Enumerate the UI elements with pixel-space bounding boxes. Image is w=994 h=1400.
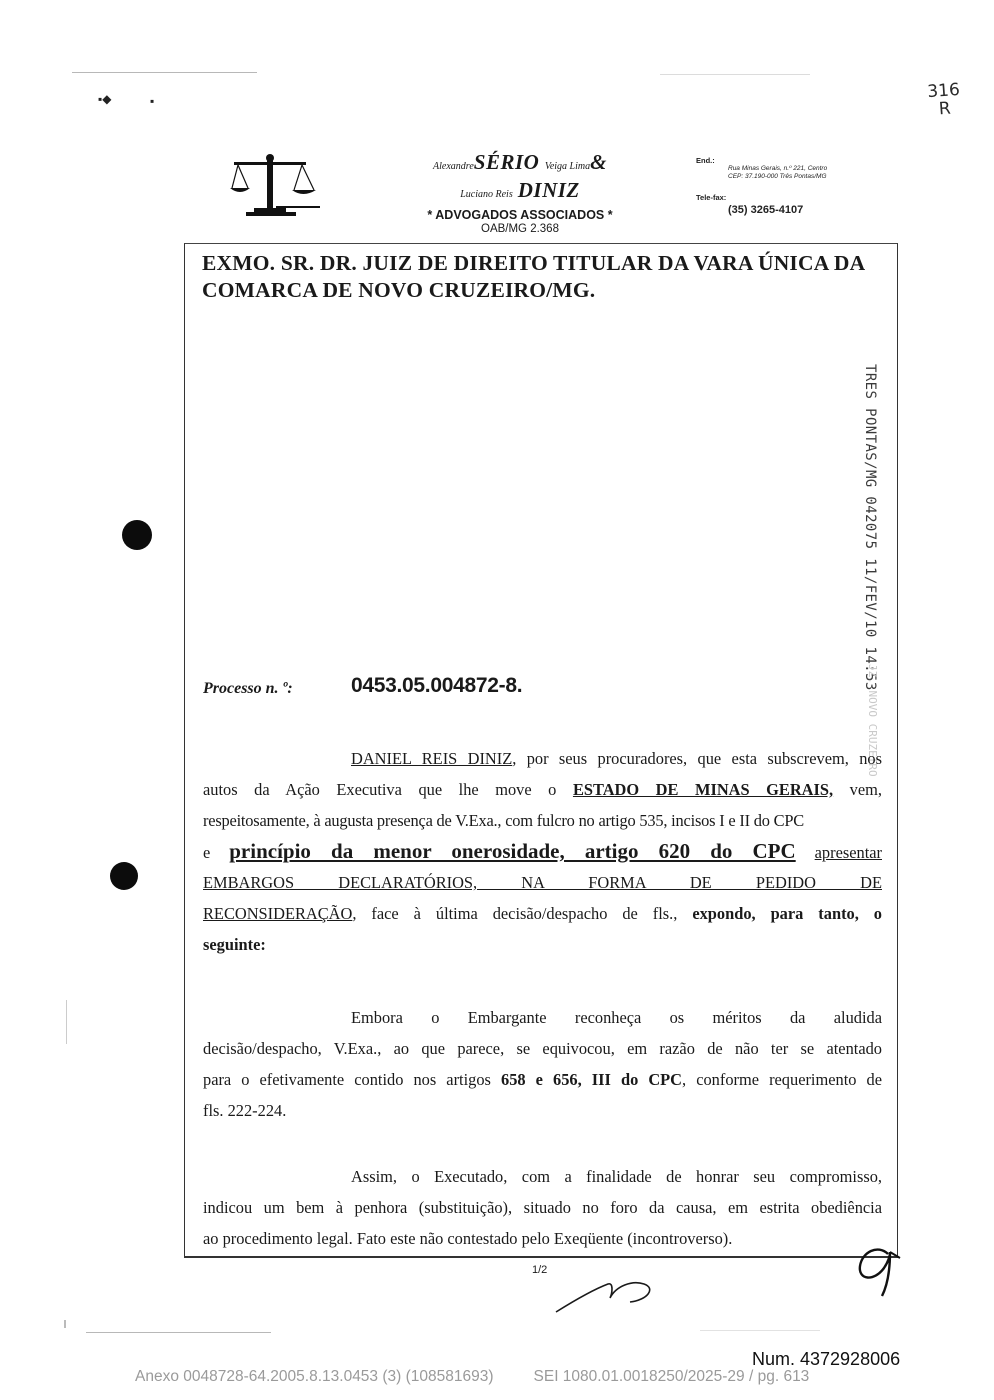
paragraph-facts xyxy=(203,1161,882,1254)
party-name: DANIEL REIS DINIZ xyxy=(351,749,513,768)
paragraph-argument xyxy=(203,1002,882,1126)
scan-speck: ▪◆ xyxy=(98,92,112,106)
partner2-firstname: Luciano Reis xyxy=(460,189,513,200)
paragraph-intro xyxy=(203,743,882,960)
scan-margin-mark xyxy=(66,1000,67,1044)
protocol-stamp-faded: JZ. NOVO CRUZEIRO xyxy=(866,664,879,777)
address-label: End.: xyxy=(696,156,715,165)
p3-line2: indicou um bem à penhora (substituição), situado no foro da causa, em estrita obediência xyxy=(203,1198,882,1217)
rubric-signature xyxy=(552,1272,662,1317)
partner2-surname: DINIZ xyxy=(517,178,580,202)
address-line2: CEP: 37.190-000 Três Pontas/MG xyxy=(728,173,827,180)
telefax-label: Tele-fax: xyxy=(696,193,727,202)
p1-line4-c: apresentar xyxy=(814,843,882,862)
scan-speck: ▪ xyxy=(150,94,155,108)
p2-line1: Embora o Embargante reconheça os méritos da aludida xyxy=(351,1008,882,1027)
firm-name: * ADVOGADOS ASSOCIADOS * xyxy=(427,208,613,222)
partner1-firstname: Alexandre xyxy=(433,161,474,172)
scan-margin-mark xyxy=(64,1320,66,1328)
scan-top-rule-faint xyxy=(660,74,810,75)
p2-line3-c: , conforme requerimento de xyxy=(682,1070,882,1089)
reconsideration: RECONSIDERAÇÃO xyxy=(203,904,353,923)
p2-line3-a: para o efetivamente contido nos artigos xyxy=(203,1070,491,1089)
page-number: 1/2 xyxy=(532,1264,548,1276)
phone-number: (35) 3265-4107 xyxy=(728,204,804,216)
p1-line4-a: e xyxy=(203,843,211,862)
folio-number-suffix: R xyxy=(938,98,952,120)
letterhead-address xyxy=(696,156,827,216)
p1-line2-c: vem, xyxy=(849,780,882,799)
p1-line6-b: , face à última decisão/despacho de fls., xyxy=(352,904,678,923)
document-frame-bottom xyxy=(184,1256,898,1258)
heading-line1: EXMO. SR. DR. JUIZ DE DIREITO TITULAR DA VARA ÚNICA DA xyxy=(202,251,866,275)
legal-principle: princípio da menor onerosidade, artigo 620 do CPC xyxy=(229,839,796,863)
folio-number xyxy=(927,81,962,119)
opposing-party: ESTADO DE MINAS GERAIS, xyxy=(572,780,834,799)
addressee-heading xyxy=(202,250,892,304)
partner1-rest: Veiga Lima xyxy=(544,161,591,172)
heading-line2: COMARCA DE NOVO CRUZEIRO/MG. xyxy=(202,278,596,302)
p1-line1-rest: , por seus procuradores, que esta subscrevem, nos xyxy=(512,749,882,768)
processo-label: Processo n. º: xyxy=(203,680,293,697)
processo-number: 0453.05.004872-8. xyxy=(351,674,523,697)
document-num-id: Num. 4372928006 xyxy=(752,1349,901,1369)
address-line1: Rua Minas Gerais, n.º 221, Centro xyxy=(728,165,828,172)
partner1-surname: SÉRIO xyxy=(473,150,540,174)
p1-line2-a: autos da Ação Executiva que lhe move o xyxy=(203,780,557,799)
punch-hole xyxy=(110,862,138,890)
footer-annex: Anexo 0048728-64.2005.8.13.0453 (3) (108581693) xyxy=(135,1368,494,1385)
p2-line4: fls. 222-224. xyxy=(203,1101,287,1120)
punch-hole xyxy=(122,520,152,550)
protocol-stamp-text: TRES PONTAS/MG 042075 11/FEV/10 14:53 xyxy=(862,364,878,691)
sei-footer xyxy=(135,1368,809,1386)
initials-signature xyxy=(848,1240,910,1300)
folio-number-value: 316 xyxy=(926,79,961,103)
p1-line3: respeitosamente, à augusta presença de V.Exa., com fulcro no artigo 535, incisos I e II do CPC xyxy=(203,811,805,830)
p1-line6-c: expondo, para tanto, o xyxy=(692,904,882,923)
p3-line3: ao procedimento legal. Fato este não contestado pelo Exeqüente (incontroverso). xyxy=(203,1229,733,1248)
scan-bottom-rule-faint xyxy=(700,1330,820,1331)
p2-line2: decisão/despacho, V.Exa., ao que parece, se equivocou, em razão de não ter se atentado xyxy=(203,1039,882,1058)
scan-top-rule xyxy=(72,72,257,73)
letterhead-names xyxy=(380,150,660,235)
p1-line5: EMBARGOS DECLARATÓRIOS, NA FORMA DE PEDIDO DE xyxy=(203,873,882,892)
p1-line7: seguinte: xyxy=(203,935,266,954)
oab-number: OAB/MG 2.368 xyxy=(481,223,559,235)
scan-bottom-rule xyxy=(86,1332,271,1333)
p3-line1: Assim, o Executado, com a finalidade de honrar seu compromisso, xyxy=(351,1167,882,1186)
cited-articles: 658 e 656, III do CPC xyxy=(501,1070,683,1089)
ampersand: & xyxy=(590,150,607,174)
footer-sei: SEI 1080.01.0018250/2025-29 / pg. 613 xyxy=(533,1368,810,1385)
scales-of-justice-logo xyxy=(230,150,325,220)
